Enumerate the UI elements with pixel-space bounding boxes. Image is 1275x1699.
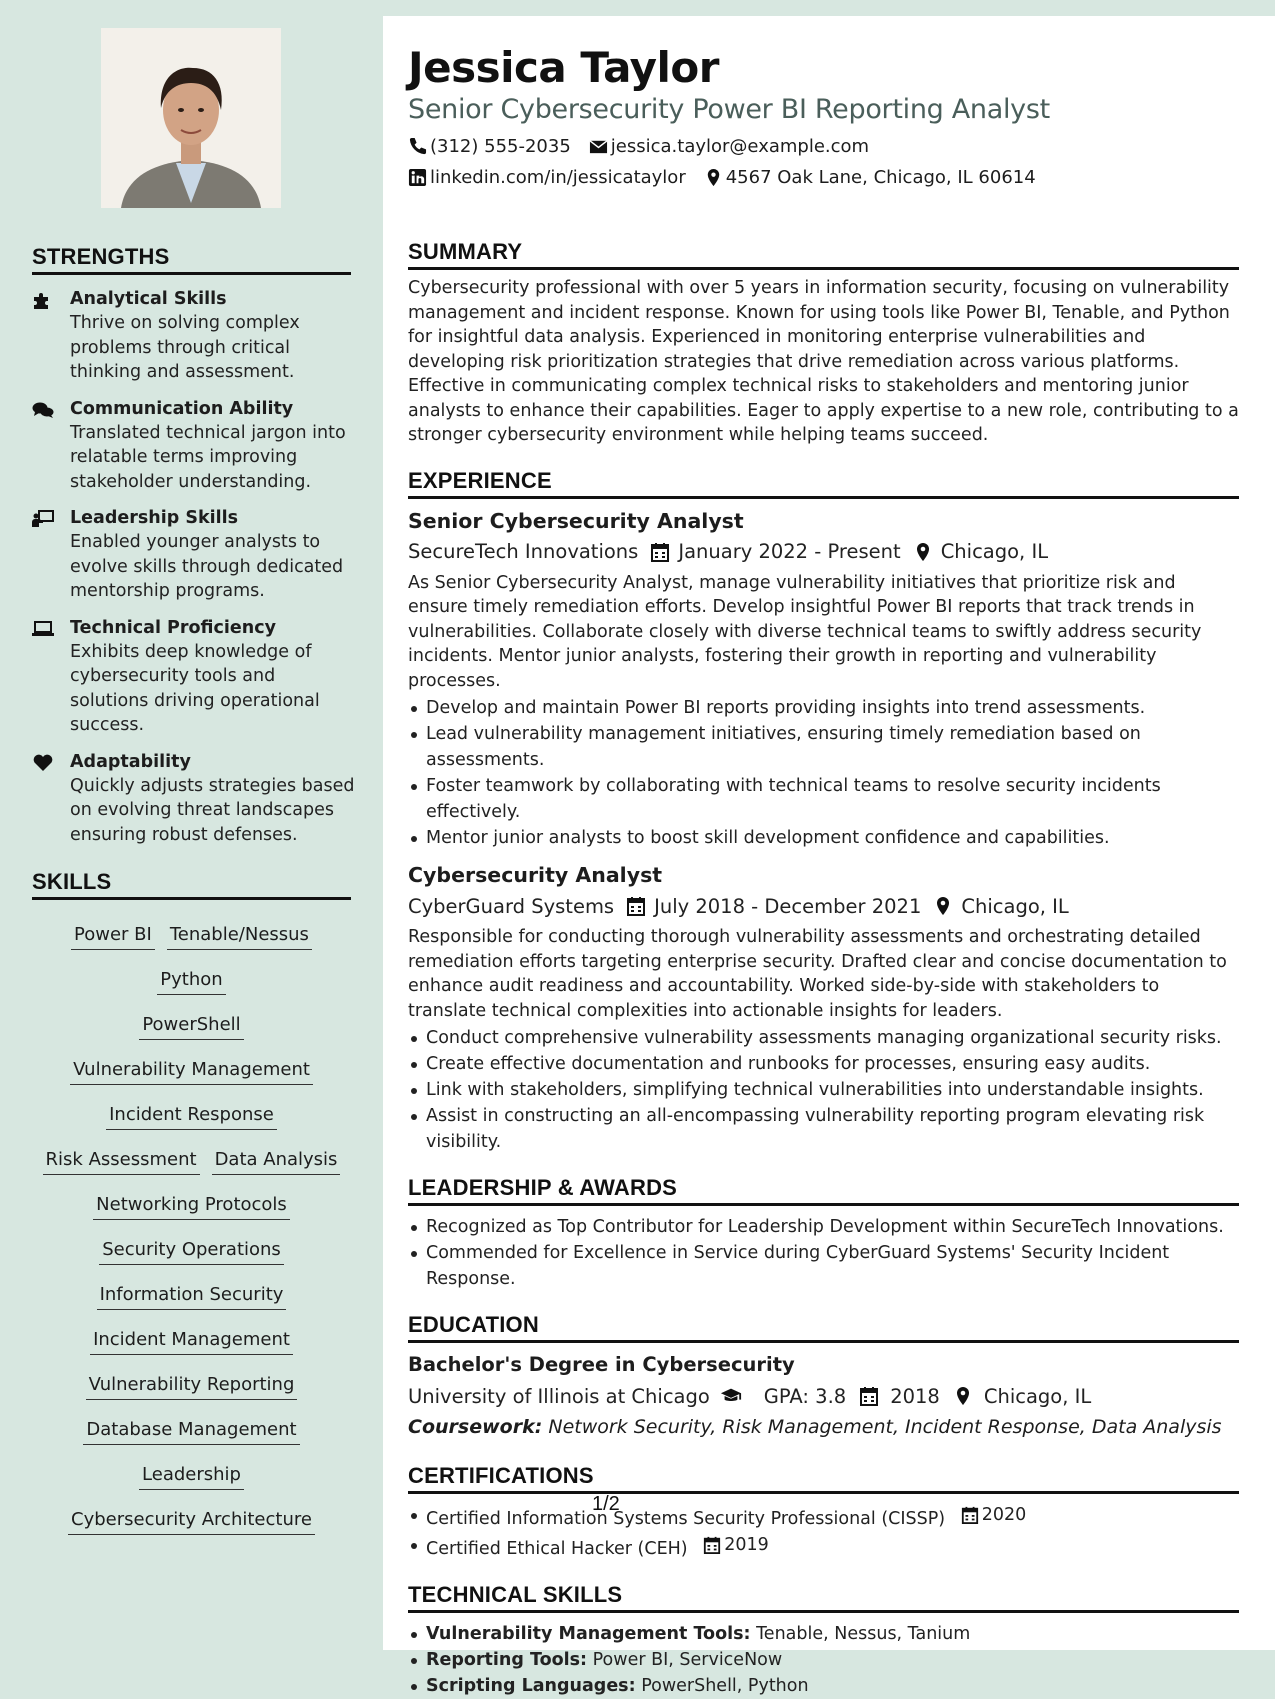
- cert-year: 2019: [724, 1535, 769, 1555]
- dates-text: July 2018 - December 2021: [654, 894, 922, 918]
- awards-heading: LEADERSHIP & AWARDS: [408, 1175, 1239, 1206]
- tech-skill-label: Scripting Languages:: [426, 1676, 636, 1696]
- linkedin-icon: [408, 168, 427, 187]
- strength-desc: Translated technical jargon into relatable terms improving stakeholder understanding.: [70, 422, 346, 492]
- awards-list: [408, 1214, 1239, 1292]
- calendar-icon: [626, 896, 646, 916]
- tech-skill-value: Power BI, ServiceNow: [592, 1650, 783, 1670]
- strength-title: Leadership Skills: [70, 508, 239, 528]
- comments-icon: [32, 397, 70, 495]
- location-text: Chicago, IL: [940, 540, 1049, 563]
- skill-tag: Risk Assessment: [43, 1149, 200, 1175]
- skills-heading: SKILLS: [32, 869, 351, 900]
- strength-title: Analytical Skills: [70, 289, 227, 309]
- phone-text: (312) 555-2035: [430, 135, 571, 157]
- education-location: [952, 1385, 1091, 1408]
- phone-icon: [408, 137, 427, 156]
- phone-contact[interactable]: [408, 136, 571, 157]
- tech-skill-value: Tenable, Nessus, Tanium: [756, 1624, 971, 1644]
- calendar-icon: [650, 542, 670, 562]
- map-pin-icon: [913, 542, 933, 562]
- job-bullets: [408, 695, 1239, 851]
- company-name: CyberGuard Systems: [408, 894, 615, 918]
- summary-text: Cybersecurity professional with over 5 years in information security, focusing on vulnerability management and incident response. Known for using tools like Power BI, Tenable, and Python for insightful data analysis. Experienced in monitoring enterprise vulnerabilities and developing risk prioritization strategies that drive remediation across various platforms. Effective in communicating complex technical risks to stakeholders and mentoring junior analysts to enhance their capabilities. Eager to apply expertise to a new role, contributing to a stronger cybersecurity environment while helping teams succeed.: [408, 278, 1239, 445]
- education-heading: EDUCATION: [408, 1312, 1239, 1343]
- skill-tag: Cybersecurity Architecture: [68, 1509, 315, 1535]
- job-bullets: [408, 1025, 1239, 1155]
- job-meta: [408, 891, 1239, 921]
- company-name: SecureTech Innovations: [408, 540, 639, 563]
- teacher-icon: [32, 506, 70, 604]
- cert-date: [961, 1502, 1027, 1528]
- certifications-list: [408, 1502, 1239, 1562]
- strengths-heading: STRENGTHS: [32, 244, 351, 275]
- strength-desc: Exhibits deep knowledge of cybersecurity tools and solutions driving operational success.: [70, 641, 320, 735]
- skill-tag: Python: [157, 969, 225, 995]
- list-item: Assist in constructing an all-encompassing vulnerability reporting program elevating risk visibility.: [408, 1103, 1239, 1155]
- map-pin-icon: [704, 168, 723, 187]
- skill-tag: Information Security: [97, 1284, 287, 1310]
- list-item: [408, 1532, 1239, 1562]
- skill-tag: Database Management: [83, 1419, 299, 1445]
- map-pin-icon: [952, 1386, 974, 1406]
- address-contact: [704, 167, 1036, 188]
- skill-tag: PowerShell: [139, 1014, 243, 1040]
- coursework-text: Network Security, Risk Management, Incident Response, Data Analysis: [548, 1416, 1222, 1438]
- degree-title: Bachelor's Degree in Cybersecurity: [408, 1353, 795, 1376]
- cert-name: Certified Information Systems Security Professional (CISSP): [426, 1509, 946, 1529]
- graduation-cap-icon: [720, 1386, 742, 1406]
- year-text: 2018: [890, 1384, 940, 1408]
- list-item: Link with stakeholders, simplifying technical vulnerabilities into understandable insights.: [408, 1077, 1239, 1103]
- strength-title: Adaptability: [70, 751, 191, 772]
- coursework-label: Coursework:: [408, 1416, 543, 1438]
- list-item: Conduct comprehensive vulnerability assessments managing organizational security risks.: [408, 1025, 1239, 1051]
- strength-desc: Quickly adjusts strategies based on evolving threat landscapes ensuring robust defenses.: [70, 775, 355, 845]
- coursework: [408, 1413, 1239, 1441]
- map-pin-icon: [933, 896, 953, 916]
- calendar-icon: [703, 1536, 721, 1554]
- skill-tag: Data Analysis: [212, 1149, 341, 1175]
- job-description: As Senior Cybersecurity Analyst, manage vulnerability initiatives that prioritize risk and ensure timely remediation efforts. Develop insightful Power BI reports that track trends in vulnerabilities. Collaborate closely with diverse technical teams to swiftly address security incidents. Mentor junior analysts, fostering their growth in reporting and vulnerability processes.: [408, 572, 1202, 691]
- list-item: Develop and maintain Power BI reports providing insights into trend assessments.: [408, 695, 1239, 721]
- location-text: Chicago, IL: [961, 894, 1069, 918]
- strength-item: [32, 750, 355, 848]
- calendar-icon: [858, 1386, 880, 1406]
- email-text: jessica.taylor@example.com: [610, 135, 870, 157]
- email-contact[interactable]: [589, 136, 869, 157]
- job-entry: [408, 861, 1239, 1155]
- job-meta: [408, 537, 1239, 567]
- cert-name: Certified Ethical Hacker (CEH): [426, 1539, 688, 1559]
- calendar-icon: [961, 1506, 979, 1524]
- job-title: Senior Cybersecurity Analyst: [408, 508, 744, 533]
- strength-item: [32, 397, 351, 495]
- laptop-icon: [32, 616, 70, 738]
- job-location: [933, 895, 1068, 918]
- graduation-year: [858, 1385, 940, 1408]
- list-item: Commended for Excellence in Service during CyberGuard Systems' Security Incident Response.: [408, 1240, 1239, 1292]
- job-title: Cybersecurity Analyst: [408, 863, 663, 887]
- skill-tag: Tenable/Nessus: [167, 924, 312, 950]
- page-number: 1/2: [592, 1493, 620, 1515]
- technical-skills-heading: TECHNICAL SKILLS: [408, 1582, 1239, 1613]
- experience-heading: EXPERIENCE: [408, 468, 1239, 499]
- contact-row: [408, 165, 1239, 189]
- tech-skill-label: Reporting Tools:: [426, 1650, 588, 1670]
- job-entry: [408, 507, 1239, 852]
- strength-desc: Thrive on solving complex problems through critical thinking and assessment.: [70, 313, 300, 382]
- skill-tag: Incident Management: [90, 1329, 293, 1355]
- list-item: [408, 1502, 1239, 1532]
- list-item: [408, 1647, 1239, 1673]
- gpa: GPA: 3.8: [763, 1384, 847, 1408]
- strength-item: [32, 616, 351, 738]
- dates-text: January 2022 - Present: [678, 540, 901, 563]
- job-dates: [650, 540, 900, 563]
- skill-tag: Networking Protocols: [93, 1194, 290, 1220]
- contact-row: [408, 134, 1239, 158]
- certifications-heading: CERTIFICATIONS: [408, 1463, 1239, 1494]
- linkedin-contact[interactable]: [408, 167, 686, 188]
- summary-heading: SUMMARY: [408, 239, 1239, 270]
- skill-tag: Incident Response: [106, 1104, 277, 1130]
- strengths-list: [32, 287, 355, 847]
- cert-year: 2020: [981, 1505, 1027, 1525]
- tech-skill-label: Vulnerability Management Tools:: [426, 1624, 751, 1644]
- school-text: University of Illinois at Chicago: [408, 1384, 710, 1408]
- tech-skill-value: PowerShell, Python: [641, 1676, 809, 1696]
- main-content: [383, 16, 1275, 1696]
- skill-tag: Vulnerability Management: [70, 1059, 313, 1085]
- job-description: Responsible for conducting thorough vulnerability assessments and orchestrating detailed remediation efforts targeting enterprise security. Drafted clear and concise documentation to enhance audit readiness and accountability. Worked side-by-side with stakeholders to translate technical complexities into actionable insights for leaders.: [408, 927, 1227, 1021]
- technical-skills-list: [408, 1621, 1239, 1699]
- school-name: [408, 1385, 752, 1408]
- linkedin-text: linkedin.com/in/jessicataylor: [430, 166, 686, 188]
- candidate-name: Jessica Taylor: [408, 43, 719, 92]
- education-meta: [408, 1381, 1239, 1411]
- list-item: Mentor junior analysts to boost skill development confidence and capabilities.: [408, 825, 1239, 851]
- candidate-title: Senior Cybersecurity Power BI Reporting Analyst: [408, 94, 1050, 125]
- skill-tag: Leadership: [139, 1464, 244, 1490]
- list-item: Recognized as Top Contributor for Leadership Development within SecureTech Innovations.: [408, 1214, 1239, 1240]
- list-item: [408, 1621, 1239, 1647]
- profile-photo: [101, 28, 281, 208]
- avatar: [101, 28, 281, 208]
- skill-tag: Security Operations: [99, 1239, 284, 1265]
- heart-icon: [32, 750, 70, 848]
- job-location: [913, 540, 1048, 563]
- sidebar: [0, 0, 383, 1650]
- list-item: Lead vulnerability management initiatives, ensuring timely remediation based on assessments.: [408, 721, 1239, 773]
- skill-tag: Power BI: [71, 924, 155, 950]
- envelope-icon: [589, 137, 608, 156]
- list-item: Create effective documentation and runbooks for processes, ensuring easy audits.: [408, 1051, 1239, 1077]
- puzzle-icon: [32, 287, 70, 385]
- strength-title: Technical Proficiency: [70, 617, 276, 638]
- strength-title: Communication Ability: [70, 398, 294, 419]
- list-item: [408, 1673, 1239, 1699]
- list-item: Foster teamwork by collaborating with technical teams to resolve security incidents effectively.: [408, 773, 1239, 825]
- cert-date: [703, 1532, 769, 1558]
- location-text: Chicago, IL: [983, 1384, 1092, 1408]
- strength-item: [32, 287, 351, 385]
- strength-desc: Enabled younger analysts to evolve skills through dedicated mentorship programs.: [70, 532, 344, 601]
- strength-item: [32, 506, 351, 604]
- skill-tag: Vulnerability Reporting: [86, 1374, 298, 1400]
- skills-list: [32, 912, 351, 1542]
- address-text: 4567 Oak Lane, Chicago, IL 60614: [725, 166, 1036, 188]
- job-dates: [626, 895, 921, 918]
